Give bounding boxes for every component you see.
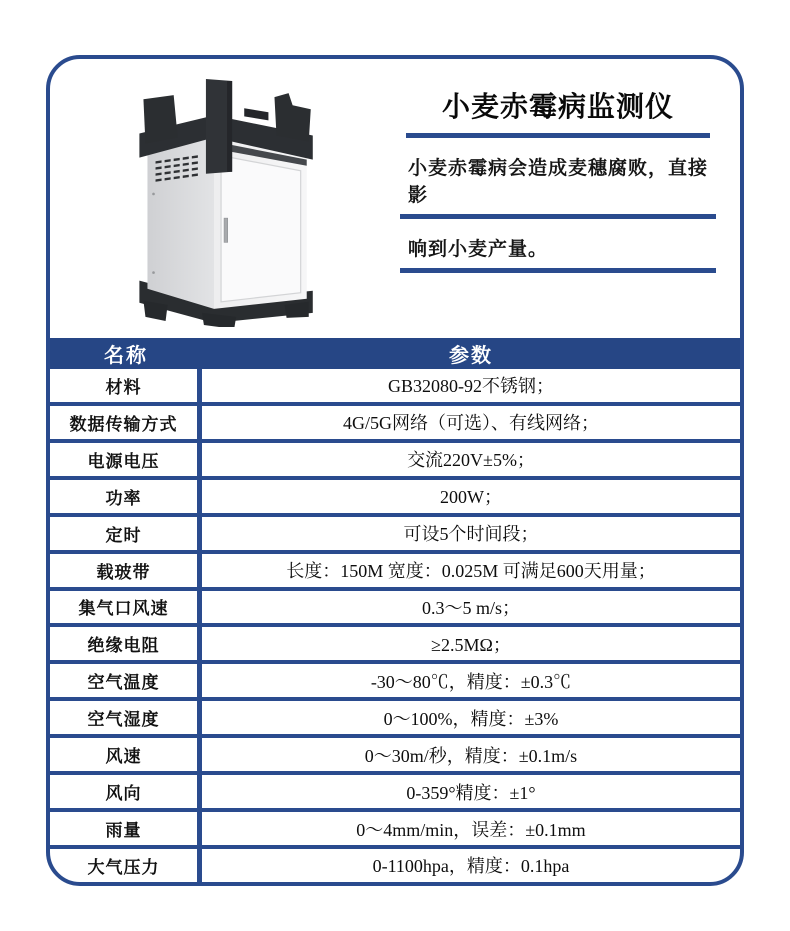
table-row xyxy=(50,402,740,439)
table-row xyxy=(50,550,740,587)
spec-value-cell: 0-1100hpa，精度：0.1hpa xyxy=(372,856,570,877)
spec-value-cell: GB32080-92不锈钢； xyxy=(388,376,554,397)
spec-name-cell: 雨量 xyxy=(50,812,202,845)
spec-name-cell: 大气压力 xyxy=(50,849,202,882)
table-row xyxy=(50,369,740,402)
table-row xyxy=(50,734,740,771)
spec-name-cell: 空气温度 xyxy=(50,664,202,697)
table-row xyxy=(50,660,740,697)
spec-table-header xyxy=(50,338,740,369)
table-row xyxy=(50,513,740,550)
spec-name-cell: 材料 xyxy=(50,369,202,402)
spec-name-cell: 风速 xyxy=(50,738,202,771)
table-row xyxy=(50,808,740,845)
product-image xyxy=(108,75,322,327)
header-name-column: 名称 xyxy=(104,345,148,367)
spec-name-cell: 定时 xyxy=(50,517,202,550)
header-param-column: 参数 xyxy=(449,345,493,367)
spec-value-cell: 4G/5G网络（可选）、有线网络； xyxy=(343,413,599,434)
spec-name-cell: 集气口风速 xyxy=(50,591,202,624)
spec-name-cell: 风向 xyxy=(50,775,202,808)
description-line-1: 小麦赤霉病会造成麦穗腐败，直接影 xyxy=(400,138,716,219)
spec-name-cell: 功率 xyxy=(50,480,202,513)
table-row xyxy=(50,587,740,624)
spec-value-cell: 200W； xyxy=(440,487,502,508)
spec-name-cell: 空气湿度 xyxy=(50,701,202,734)
table-row xyxy=(50,771,740,808)
product-spec-card xyxy=(46,55,744,886)
spec-value-cell: ≥2.5MΩ； xyxy=(431,634,511,655)
spec-name-cell: 载玻带 xyxy=(50,554,202,587)
spec-table-body xyxy=(50,369,740,882)
monitor-cabinet-icon xyxy=(108,75,322,327)
spec-value-cell: 交流220V±5%； xyxy=(407,450,535,471)
table-row xyxy=(50,439,740,476)
spec-value-cell: 0～4mm/min，误差：±0.1mm xyxy=(356,819,586,840)
table-row xyxy=(50,476,740,513)
spec-value-cell: 可设5个时间段； xyxy=(403,524,539,545)
spec-value-cell: 0.3～5 m/s； xyxy=(421,597,520,618)
table-row xyxy=(50,623,740,660)
spec-value-cell: 0～100%，精度：±3% xyxy=(383,708,559,729)
title-block xyxy=(400,85,716,273)
table-row xyxy=(50,845,740,882)
description-line-2: 响到小麦产量。 xyxy=(400,219,716,273)
spec-value-cell: -30～80℃，精度：±0.3℃ xyxy=(370,671,572,692)
page-title: 小麦赤霉病监测仪 xyxy=(441,92,674,123)
spec-value-cell: 0-359°精度：±1° xyxy=(406,782,536,803)
table-row xyxy=(50,697,740,734)
spec-name-cell: 绝缘电阻 xyxy=(50,627,202,660)
spec-value-cell: 长度：150M 宽度：0.025M 可满足600天用量； xyxy=(286,561,656,582)
header-section xyxy=(50,59,740,338)
spec-name-cell: 数据传输方式 xyxy=(50,406,202,439)
spec-value-cell: 0～30m/秒，精度：±0.1m/s xyxy=(364,745,578,766)
spec-name-cell: 电源电压 xyxy=(50,443,202,476)
